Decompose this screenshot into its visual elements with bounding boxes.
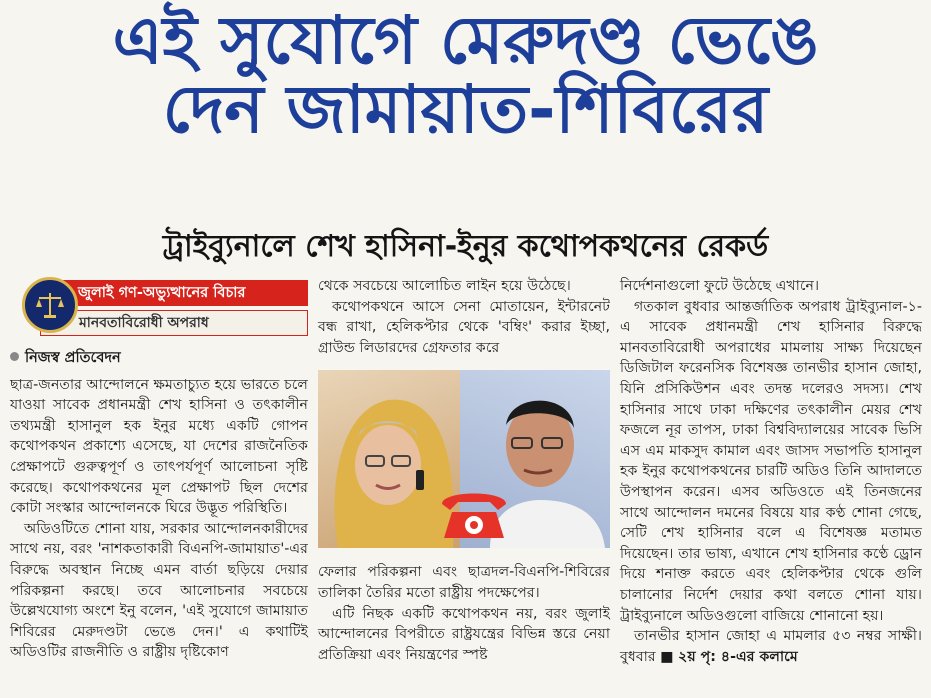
square-bullet-icon: ■	[660, 648, 674, 665]
paragraph	[620, 626, 922, 667]
badge-subtitle: মানবতাবিরোধী অপরাধ	[40, 310, 308, 336]
paragraph: ছাত্র-জনতার আন্দোলনে ক্ষমতাচ্যুত হয়ে ভারতে চলে যাওয়া সাবেক প্রধানমন্ত্রী শেখ হাসিনা ও তৎকালীন তথ্যমন্ত্রী হাসানুল হক ইনুর মধ্যে একটি গোপন কথোপকথন প্রকাশ্যে এসেছে, যা দেশের রাজনৈতিক প্রেক্ষাপটে গুরুত্বপূর্ণ ও তাৎপর্যপূর্ণ আলোচনা সৃষ্টি করেছে। কথোপকথনের মূল প্রেক্ষাপট ছিল দেশের কোটা সংস্কার আন্দোলনকে ঘিরে উদ্ভূত পরিস্থিতি।	[10, 376, 308, 517]
scales-of-justice-icon	[22, 277, 78, 333]
badge-title: জুলাই গণ-অভ্যুত্থানের বিচার	[40, 280, 308, 306]
paragraph: কথোপকথনে আসে সেনা মোতায়েন, ইন্টারনেট বন্ধ রাখা, হেলিকপ্টার থেকে 'বম্বিং' করার ইচ্ছা, গ্রাউন্ড লিডারদের গ্রেফতার করে	[318, 298, 610, 356]
section-badge	[10, 276, 308, 338]
paragraph: নির্দেশনাগুলো ফুটে উঠেছে এখানে।	[620, 278, 820, 294]
byline-text: নিজস্ব প্রতিবেদন	[25, 350, 121, 366]
column-3	[620, 276, 922, 667]
paragraph: ফেলার পরিকল্পনা এবং ছাত্রদল-বিএনপি-শিবিরের তালিকা তৈরির মতো রাষ্ট্রীয় পদক্ষেপের।	[318, 564, 610, 601]
paragraph: গতকাল বুধবার আন্তর্জাতিক অপরাধ ট্রাইব্যুনাল-১-এ সাবেক প্রধানমন্ত্রী শেখ হাসিনার বিরুদ্ধে মানবতাবিরোধী অপরাধের মামলায় সাক্ষ্য দিয়েছেন ডিজিটাল ফরেনসিক বিশেষজ্ঞ তানভীর হাসান জোহা, যিনি প্রসিকিউশন এবং তদন্ত দলেরও সদস্য। শেখ হাসিনার সাথে ঢাকা দক্ষিণের তৎকালীন মেয়র শেখ ফজলে নূর তাপস, ঢাকা বিশ্ববিদ্যালয়ের সাবেক ভিসি এস এম মাকসুদ কামাল এবং জাসদ সভাপতি হাসানুল হক ইনুর কথোপকথনের চারটি অডিও তিনি আদালতে উপস্থাপন করেন। এসব অডিওতে এই তিনজনের সাথে আন্দোলন দমনের বিষয়ে যার কণ্ঠ শোনা গেছে, সেটি শেখ হাসিনার বলে এ বিশেষজ্ঞ মতামত দিয়েছেন। তার ভাষ্য, এখানে শেখ হাসিনার কণ্ঠে ড্রোন দিয়ে শনাক্ত করতে এবং হেলিকপ্টার থেকে গুলি চালানোর নির্দেশ দেয়ার কথা বলতে শোনা যায়। ট্রাইব্যুনালে অডিওগুলো বাজিয়ে শোনানো হয়।	[620, 298, 922, 624]
column-2	[318, 276, 610, 665]
paragraph: এটি নিছক একটি কথোপকথন নয়, বরং জুলাই আন্দোলনের বিপরীতে রাষ্ট্রযন্ত্রের বিভিন্ন স্তরে নেয়া প্রতিক্রিয়া এবং নিয়ন্ত্রণের স্পষ্ট	[318, 605, 610, 663]
paragraph: অডিওটিতে শোনা যায়, সরকার আন্দোলনকারীদের সাথে নয়, বরং 'নাশকতাকারী বিএনপি-জামায়াত'-এর বিরুদ্ধে অবস্থান নিচ্ছে এমন বার্তা ছড়িয়ে দেয়ার পরিকল্পনা করছে। তবে আলোচনার সবচেয়ে উল্লেখযোগ্য অংশে ইনু বলেন, 'এই সুযোগে জামায়াত শিবিরের মেরুদণ্ডটা ভেঙে দেন।' এ কথাটিই অডিওটির রাজনীতি ও রাষ্ট্রীয় দৃষ্টিকোণ	[10, 520, 308, 661]
headline-line-2: দেন জামায়াত-শিবিরের	[162, 71, 769, 149]
column-1	[10, 276, 308, 663]
continuation-reference: ২য় পৃ: ৪-এর কলামে	[678, 648, 798, 665]
paragraph-text: তানভীর হাসান জোহা এ মামলার ৫৩ নম্বর সাক্ষী। বুধবার	[620, 628, 922, 665]
subheadline: ট্রাইব্যুনালে শেখ হাসিনা-ইনুর কথোপকথনের রেকর্ড	[162, 229, 769, 264]
headline	[0, 2, 931, 149]
headline-line-1: এই সুযোগে মেরুদণ্ড ভেঙে	[112, 2, 819, 79]
paragraph: থেকে সবচেয়ে আলোচিত লাইন হয়ে উঠেছে।	[318, 278, 571, 294]
bullet-icon	[10, 352, 19, 361]
telephone-icon	[438, 482, 510, 542]
news-photo	[318, 370, 610, 548]
byline	[10, 348, 308, 369]
